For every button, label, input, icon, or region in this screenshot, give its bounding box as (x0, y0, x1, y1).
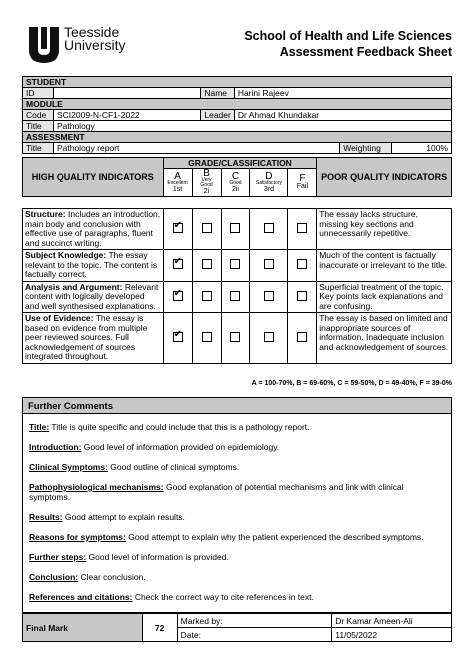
poor-quality-cell: Much of the content is factually inaccurate or irrelevant to the title. (317, 250, 452, 282)
assessment-title-value: Pathology report (53, 143, 339, 154)
criterion-high-text: The essay is based on evidence from multiple peer reviewed sources. Full acknowledgement of sources integrated throughout. (25, 313, 148, 361)
grade-letter: B (203, 168, 210, 179)
grade-cell-b (192, 281, 221, 313)
final-mark-table (22, 613, 452, 642)
comment-item (29, 532, 445, 542)
date-value: 11/05/2022 (332, 628, 452, 642)
grade-cell-a (163, 281, 192, 313)
grade-col-d (250, 169, 288, 197)
grade-cell-d (250, 313, 288, 364)
high-quality-cell (23, 281, 164, 313)
grade-cell-c (221, 313, 250, 364)
grade-class: 1st (172, 185, 183, 193)
student-module-table (22, 76, 452, 154)
grade-checkbox-b[interactable] (202, 332, 212, 342)
final-mark-score: 72 (142, 614, 177, 642)
logo-line-1: Teesside (64, 24, 120, 40)
grade-letter: F (299, 173, 306, 184)
comment-item (29, 592, 445, 602)
grade-cell-d (250, 250, 288, 282)
page-header (22, 20, 452, 70)
grade-cell-b (192, 209, 221, 250)
criterion-high-text: The essay relevant to the topic. The content is factually correct. (25, 250, 158, 279)
id-label: ID (23, 88, 54, 99)
grade-class: 2i (203, 188, 210, 195)
grade-checkbox-f[interactable] (297, 332, 307, 342)
high-quality-cell (23, 250, 164, 282)
leader-value: Dr Ahmad Khundakar (234, 110, 451, 121)
grade-checkbox-a[interactable] (173, 259, 183, 269)
grade-cell-c (221, 281, 250, 313)
grade-cell-f (288, 209, 317, 250)
grade-checkbox-d[interactable] (264, 291, 274, 301)
grade-letter: A (174, 170, 181, 182)
id-value (53, 88, 200, 99)
comment-text: Good explanation of potential mechanisms and link with clinical symptoms. (29, 482, 404, 502)
comment-key: Further steps: (29, 552, 87, 562)
comment-text: Check the correct way to cite references in text. (132, 592, 314, 602)
criterion-title: Use of Evidence: (25, 313, 94, 323)
comment-key: Pathophysiological mechanisms: (29, 482, 164, 492)
grade-checkbox-a[interactable] (173, 332, 183, 342)
assessment-section: ASSESSMENT (23, 132, 452, 143)
grade-cell-a (163, 209, 192, 250)
further-comments-body (23, 414, 451, 602)
grade-cell-f (288, 313, 317, 364)
comment-text: Good attempt to explain results. (62, 512, 185, 522)
grade-cell-b (192, 250, 221, 282)
comment-item (29, 572, 445, 582)
school-name: School of Health and Life Sciences (244, 29, 452, 43)
grade-desc: Satisfactory (255, 179, 282, 186)
name-value: Harini Rajeev (234, 88, 451, 99)
grade-cell-b (192, 313, 221, 364)
comment-item (29, 422, 445, 432)
comment-text: Title is quite specific and could include that this is a pathology report. (49, 422, 310, 432)
poor-quality-header: POOR QUALITY INDICATORS (317, 158, 452, 197)
grade-checkbox-c[interactable] (230, 291, 240, 301)
grade-cell-a (163, 250, 192, 282)
criteria-table (22, 208, 452, 364)
criteria-row (23, 209, 452, 250)
weighting-value: 100% (392, 143, 452, 154)
high-quality-header: HIGH QUALITY INDICATORS (23, 158, 164, 197)
name-label: Name (201, 88, 234, 99)
criterion-title: Analysis and Argument: (25, 281, 123, 292)
grade-col-f (288, 169, 317, 197)
high-quality-cell (23, 313, 164, 364)
grade-checkbox-c[interactable] (230, 223, 240, 233)
grade-class: 3rd (263, 185, 274, 193)
grade-desc: Good (229, 179, 242, 186)
document-title (244, 28, 452, 60)
code-label: Code (23, 110, 54, 121)
grade-checkbox-d[interactable] (264, 332, 274, 342)
code-value: SCI2009-N-CF1-2022 (53, 110, 200, 121)
grade-letter: D (265, 170, 273, 182)
comment-item (29, 482, 445, 502)
criterion-title: Structure: (25, 209, 66, 219)
assessment-title-label: Title (23, 143, 54, 154)
module-title-label: Title (23, 121, 54, 132)
logo-line-2: University (64, 37, 126, 53)
criterion-high-text: Relevant content with logically developed and well synthesised explanations. (25, 281, 159, 311)
marked-by-value: Dr Kamar Ameen-Ali (332, 614, 452, 628)
grade-checkbox-c[interactable] (230, 332, 240, 342)
comment-item (29, 462, 445, 472)
grade-cell-c (221, 250, 250, 282)
comment-key: Reasons for symptoms: (29, 532, 126, 542)
further-comments-panel (22, 397, 452, 613)
grade-checkbox-d[interactable] (264, 259, 274, 269)
comment-text: Good outline of clinical symptoms. (107, 462, 240, 472)
high-quality-cell (23, 209, 164, 250)
student-section: STUDENT (23, 77, 452, 88)
grade-checkbox-a[interactable] (173, 291, 183, 301)
criterion-high-text: Includes an introduction, main body and conclusion with effective use of paragraphs, fluent and succinct writing. (25, 209, 161, 248)
grade-checkbox-d[interactable] (264, 223, 274, 233)
grade-checkbox-b[interactable] (202, 291, 212, 301)
grade-desc: Very Good (200, 177, 213, 188)
grade-checkbox-c[interactable] (230, 259, 240, 269)
weighting-label: Weighting (340, 143, 392, 154)
grade-col-a (163, 169, 192, 197)
grade-desc: Excellent (167, 179, 188, 186)
marked-by-label: Marked by: (177, 614, 332, 628)
comment-text: Good level of information provided on epidemiology. (81, 442, 280, 452)
criteria-row (23, 250, 452, 282)
further-comments-heading: Further Comments (23, 398, 451, 414)
grade-cell-a (163, 313, 192, 364)
sheet-name: Assessment Feedback Sheet (279, 45, 452, 59)
logo-wordmark (64, 26, 125, 52)
comment-item (29, 512, 445, 522)
poor-quality-cell: Superficial treatment of the topic. Key points lack explanations and are confusing. (317, 281, 452, 313)
comment-key: Introduction: (29, 442, 82, 452)
grade-class: 2ii (231, 185, 239, 193)
grade-class: Fail (296, 183, 309, 190)
poor-quality-cell: The essay lacks structure, missing key sections and unnecessarily repetitive. (317, 209, 452, 250)
comment-key: Clinical Symptoms: (29, 462, 108, 472)
criteria-row (23, 281, 452, 313)
grade-checkbox-b[interactable] (202, 259, 212, 269)
grade-cell-c (221, 209, 250, 250)
comment-text: Good level of information is provided. (86, 552, 229, 562)
comment-key: References and citations: (29, 592, 133, 602)
grade-letter: C (231, 170, 240, 182)
grade-cell-d (250, 209, 288, 250)
grade-scale-note: A = 100-70%, B = 69-60%, C = 59-50%, D = 49-40%, F = 39-0% (251, 380, 452, 387)
criterion-title: Subject Knowledge: (25, 250, 107, 260)
criteria-row (23, 313, 452, 364)
grade-col-b (192, 169, 221, 197)
grade-checkbox-f[interactable] (297, 259, 307, 269)
comment-key: Results: (29, 512, 63, 522)
final-mark-label: Final Mark (23, 614, 143, 642)
grade-cell-d (250, 281, 288, 313)
grade-cell-f (288, 250, 317, 282)
poor-quality-cell: The essay is based on limited and inappropriate sources of information. Inadequate inclusion and acknowledgement of sources. (317, 313, 452, 364)
leader-label: Leader (201, 110, 234, 121)
grade-header-table (22, 157, 452, 197)
module-section: MODULE (23, 99, 452, 110)
comment-item (29, 442, 445, 452)
grade-col-c (221, 169, 250, 197)
grade-cell-f (288, 281, 317, 313)
date-label: Date: (177, 628, 332, 642)
comment-item (29, 552, 445, 562)
module-title-value: Pathology (53, 121, 451, 132)
comment-text: Clear conclusion. (78, 572, 146, 582)
comment-key: Title: (29, 422, 50, 432)
grade-checkbox-b[interactable] (202, 223, 212, 233)
comment-text: Good attempt to explain why the patient experienced the described symptoms. (125, 532, 424, 542)
grade-checkbox-f[interactable] (297, 223, 307, 233)
grade-checkbox-a[interactable] (173, 223, 183, 233)
comment-key: Conclusion: (29, 572, 79, 582)
grade-classification-header: GRADE/CLASSIFICATION (163, 158, 317, 169)
grade-checkbox-f[interactable] (297, 291, 307, 301)
